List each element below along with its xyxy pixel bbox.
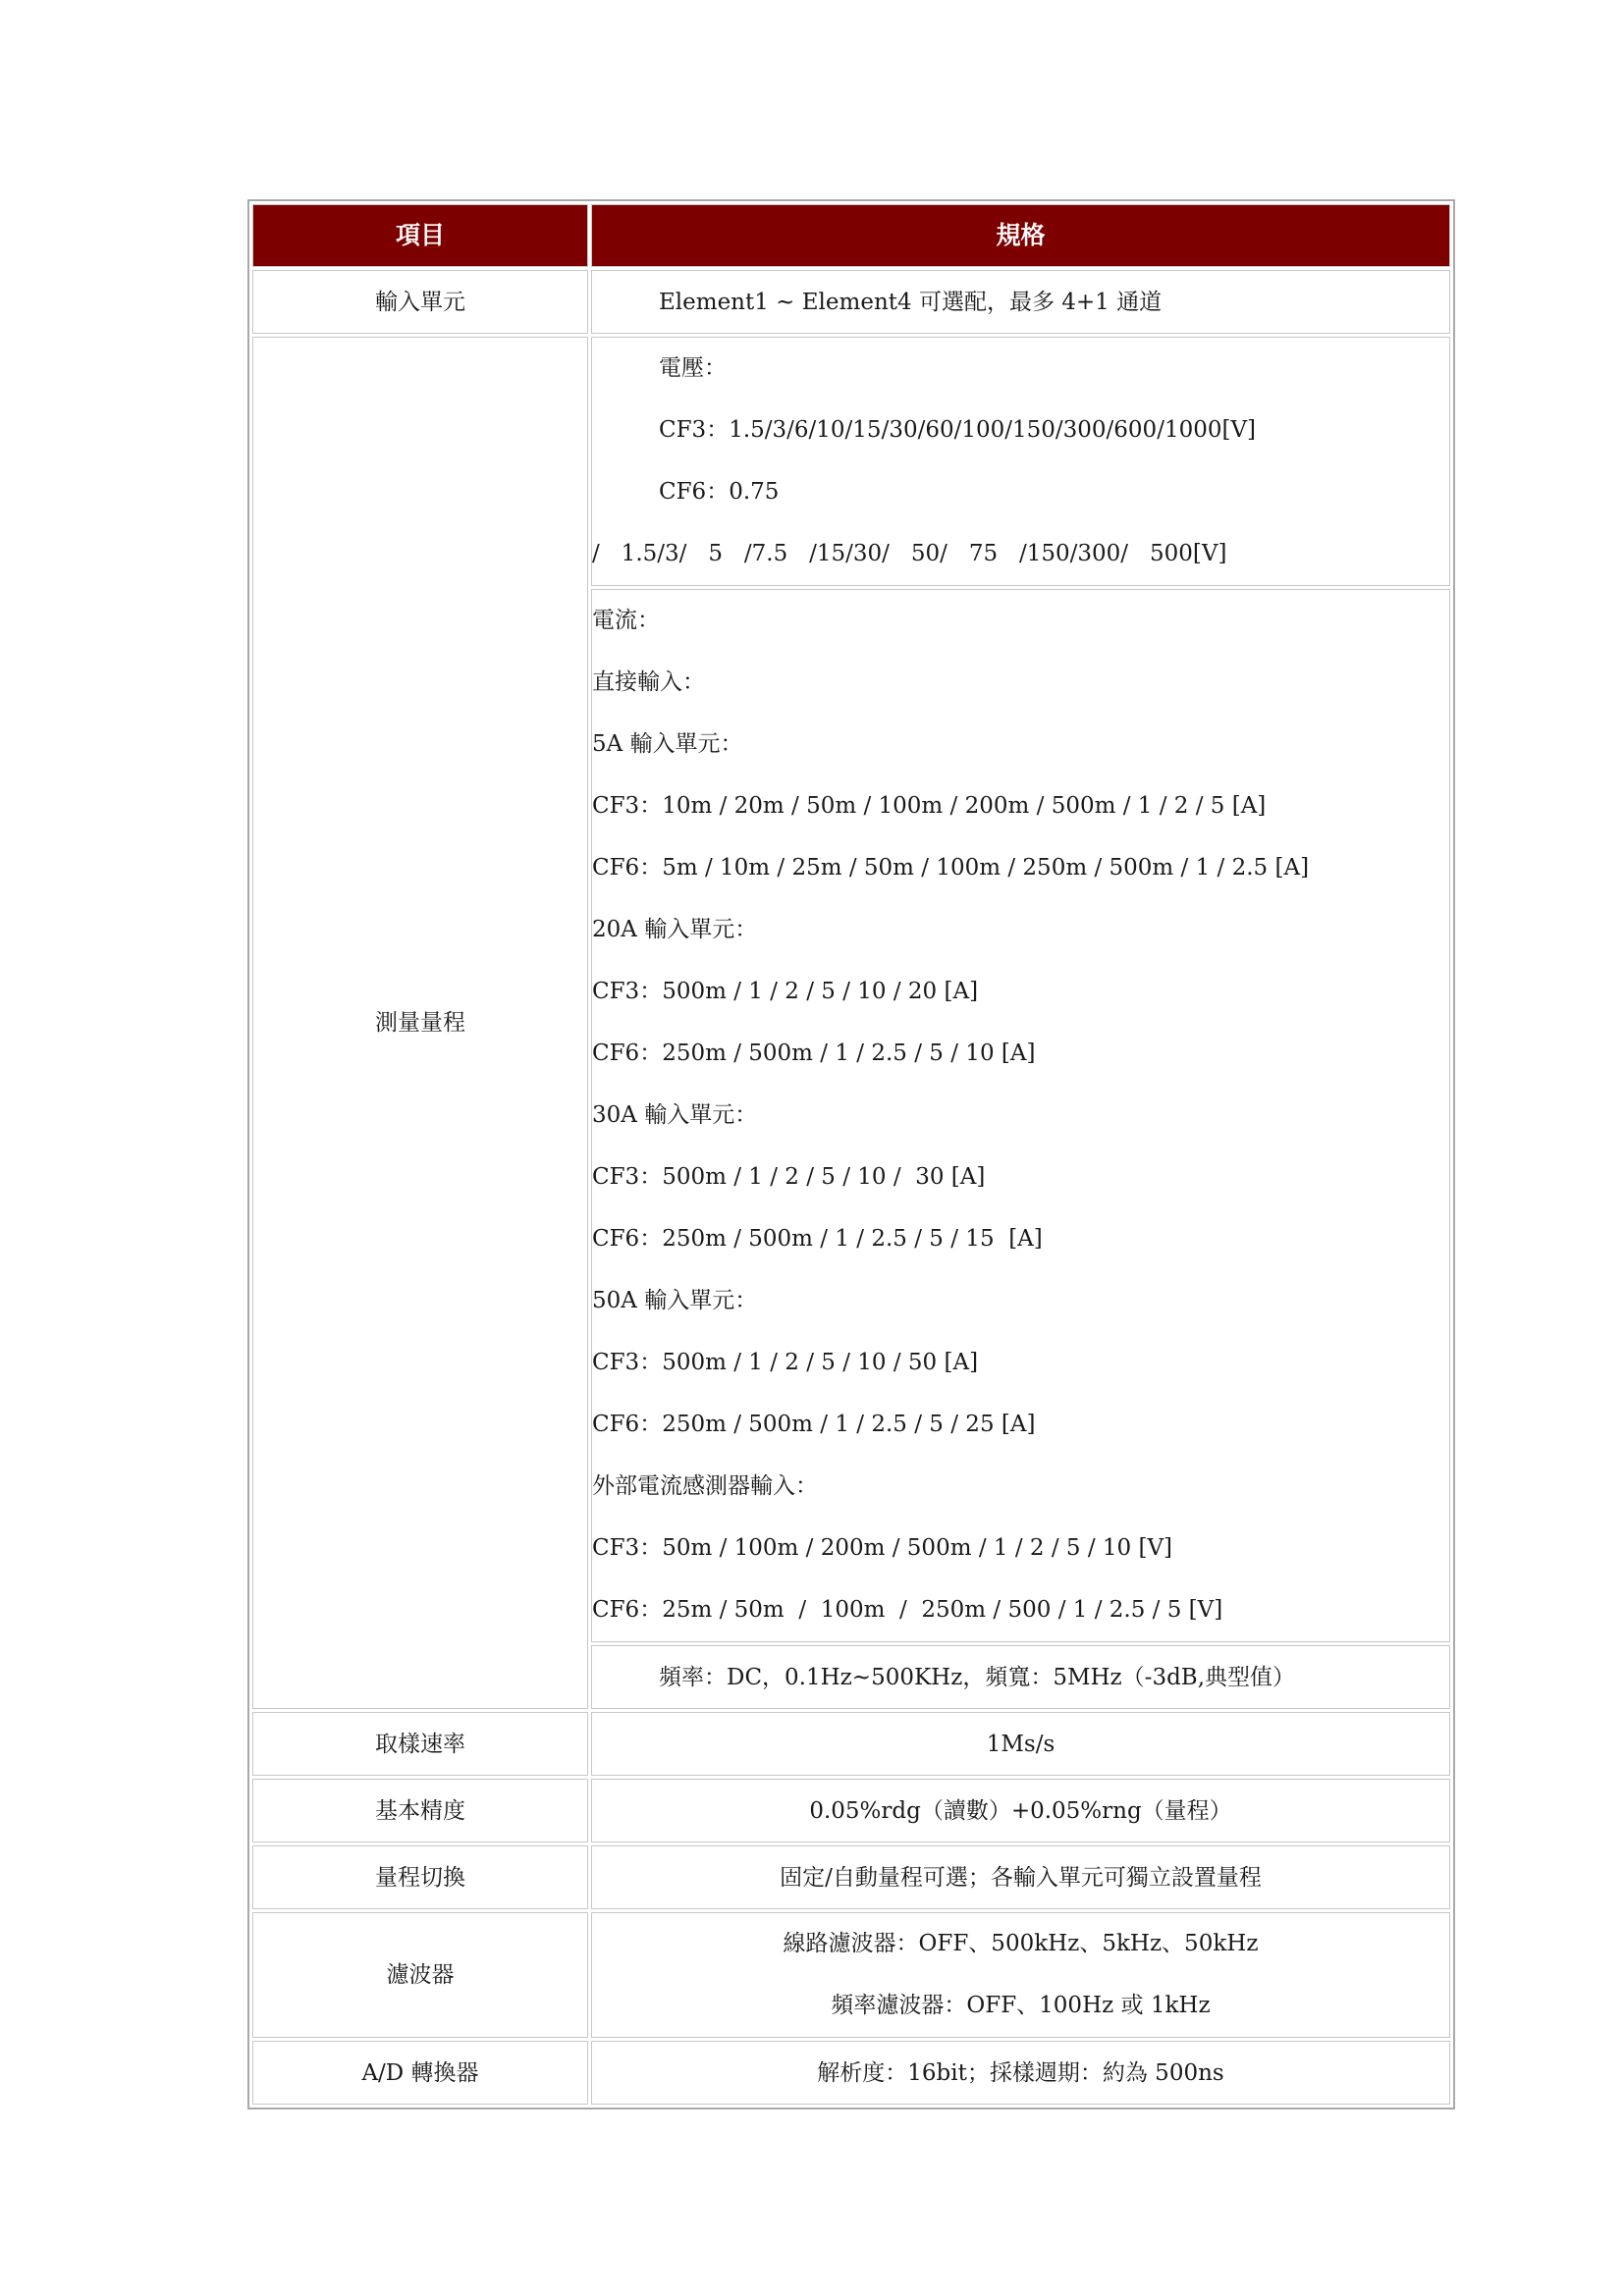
voltage-cf3: CF3：1.5/3/6/10/15/30/60/100/150/300/600/1000[V] [659,417,1257,443]
table-row-filter [252,1912,1450,2038]
header-item: 項目 [252,204,588,267]
current-line: CF6：5m / 10m / 25m / 50m / 100m / 250m / 500m / 1 / 2.5 [A] [592,855,1310,881]
table-row-range-voltage [252,337,1450,586]
voltage-cf6: CF6：0.75 [659,479,780,505]
voltage-block [591,337,1450,586]
filter-block [591,1912,1450,2038]
current-line: 20A 輸入單元： [592,917,758,942]
label-filter: 濾波器 [252,1912,588,2038]
label-accuracy: 基本精度 [252,1779,588,1842]
value-accuracy: 0.05%rdg（讀數）+0.05%rng（量程） [591,1779,1450,1842]
current-line: CF3：500m / 1 / 2 / 5 / 10 / 20 [A] [592,979,979,1004]
table-row-adc [252,2041,1450,2105]
value-range-switch: 固定/自動量程可選；各輸入單元可獨立設置量程 [591,1845,1450,1909]
current-line: CF6：250m / 500m / 1 / 2.5 / 5 / 10 [A] [592,1041,1036,1066]
value-input-unit: Element1 ~ Element4 可選配，最多 4+1 通道 [591,270,1450,334]
current-line: CF3：500m / 1 / 2 / 5 / 10 / 50 [A] [592,1350,979,1375]
current-line: 直接輸入： [592,669,705,695]
table-header-row [252,204,1450,267]
value-sampling: 1Ms/s [591,1712,1450,1776]
value-frequency: 頻率：DC，0.1Hz~500KHz，頻寬：5MHz（-3dB,典型值） [591,1645,1450,1709]
filter-line-2: 頻率濾波器：OFF、100Hz 或 1kHz [831,1993,1211,2018]
current-line: CF6：250m / 500m / 1 / 2.5 / 5 / 25 [A] [592,1412,1036,1437]
label-range-switch: 量程切換 [252,1845,588,1909]
current-line: 30A 輸入單元： [592,1102,758,1128]
current-line: CF3：50m / 100m / 200m / 500m / 1 / 2 / 5 / 10 [V] [592,1535,1173,1561]
label-range: 測量量程 [252,337,588,1709]
table-row-sampling [252,1712,1450,1776]
current-line: 50A 輸入單元： [592,1288,758,1313]
current-line: CF3：10m / 20m / 50m / 100m / 200m / 500m / 1 / 2 / 5 [A] [592,793,1267,819]
table-row-input-unit [252,270,1450,334]
filter-line-1: 線路濾波器：OFF、500kHz、5kHz、50kHz [783,1931,1259,1956]
spec-table [247,199,1455,2109]
label-adc: A/D 轉換器 [252,2041,588,2105]
current-line: 電流： [592,608,660,633]
header-spec: 規格 [591,204,1450,267]
current-line: 5A 輸入單元： [592,731,743,757]
current-line: 外部電流感測器輸入： [592,1473,818,1499]
current-line: CF6：250m / 500m / 1 / 2.5 / 5 / 15 [A] [592,1226,1043,1252]
table-row-accuracy [252,1779,1450,1842]
voltage-cf6-cont: / 1.5/3/ 5 /7.5 /15/30/ 50/ 75 /150/300/ 500[V] [592,541,1227,566]
current-line: CF6：25m / 50m / 100m / 250m / 500 / 1 / 2.5 / 5 [V] [592,1597,1223,1623]
table-row-range-switch [252,1845,1450,1909]
current-line: CF3：500m / 1 / 2 / 5 / 10 / 30 [A] [592,1164,986,1190]
value-adc: 解析度：16bit；採樣週期：約為 500ns [591,2041,1450,2105]
label-sampling: 取樣速率 [252,1712,588,1776]
voltage-title: 電壓： [659,355,727,381]
current-block [591,589,1450,1642]
label-input-unit: 輸入單元 [252,270,588,334]
